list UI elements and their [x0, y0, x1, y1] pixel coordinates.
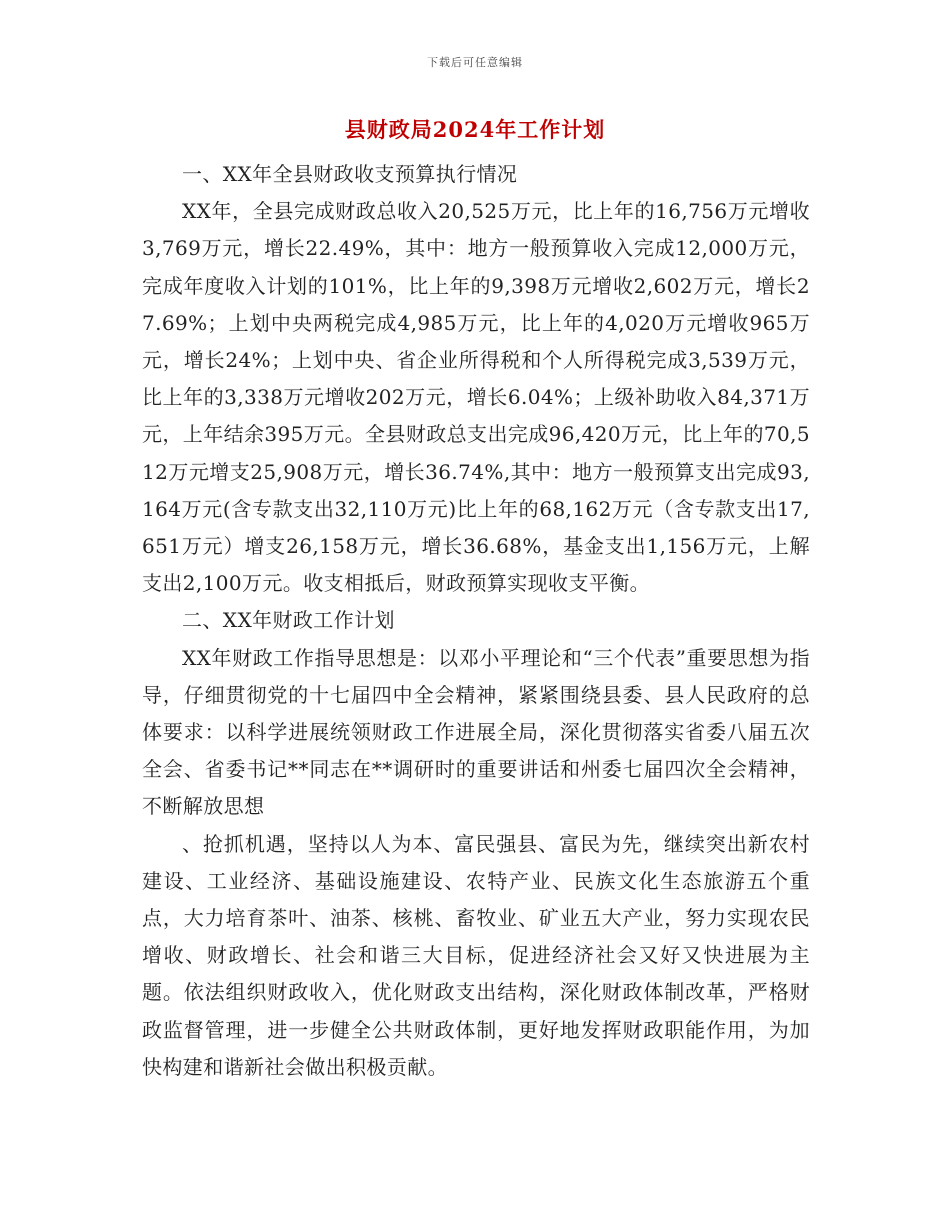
paragraph-guiding-thought: XX年财政工作指导思想是：以邓小平理论和“三个代表”重要思想为指导，仔细贯彻党的十七届四中全会精神，紧紧围绕县委、县人民政府的总体要求：以科学进展统领财政工作进展全局，深化贯彻落实省委八届五次全会、省委书记**同志在**调研时的重要讲话和州委七届四次全会精神，不断解放思想 [142, 645, 810, 819]
document-body [142, 156, 810, 1086]
paragraph-work-focus: 、抢抓机遇，坚持以人为本、富民强县、富民为先，继续突出新农村建设、工业经济、基础设施建设、农特产业、民族文化生态旅游五个重点，大力培育茶叶、油茶、核桃、畜牧业、矿业五大产业，努力实现农民增收、财政增长、社会和谐三大目标，促进经济社会又好又快进展为主题。依法组织财政收入，优化财政支出结构，深化财政体制改革，严格财政监督管理，进一步健全公共财政体制，更好地发挥财政职能作用，为加快构建和谐新社会做出积极贡献。 [142, 831, 810, 1079]
page-header-note: 下载后可任意编辑 [427, 56, 523, 69]
section-heading-work-plan: 二、XX年财政工作计划 [182, 608, 395, 633]
document-title: 县财政局2024年工作计划 [344, 117, 606, 142]
section-heading-budget-execution: 一、XX年全县财政收支预算执行情况 [182, 162, 518, 186]
paragraph-budget-execution: XX年，全县完成财政总收入20,525万元，比上年的16,756万元增收3,769万元，增长22.49%，其中：地方一般预算收入完成12,000万元，完成年度收入计划的101%，比上年的9,398万元增收2,602万元，增长27.69%；上划中央两税完成4,985万元，比上年的4,020万元增收965万元，增长24%；上划中央、省企业所得税和个人所得税完成3,539万元，比上年的3,338万元增收202万元，增长6.04%；上级补助收入84,371万元，上年结余395万元。全县财政总支出完成96,420万元，比上年的70,512万元增支25,908万元，增长36.74%,其中：地方一般预算支出完成93,164万元(含专款支出32,110万元)比上年的68,162万元（含专款支出17,651万元）增支26,158万元，增长36.68%，基金支出1,156万元，上解支出2,100万元。收支相抵后，财政预算实现收支平衡。 [142, 199, 810, 596]
